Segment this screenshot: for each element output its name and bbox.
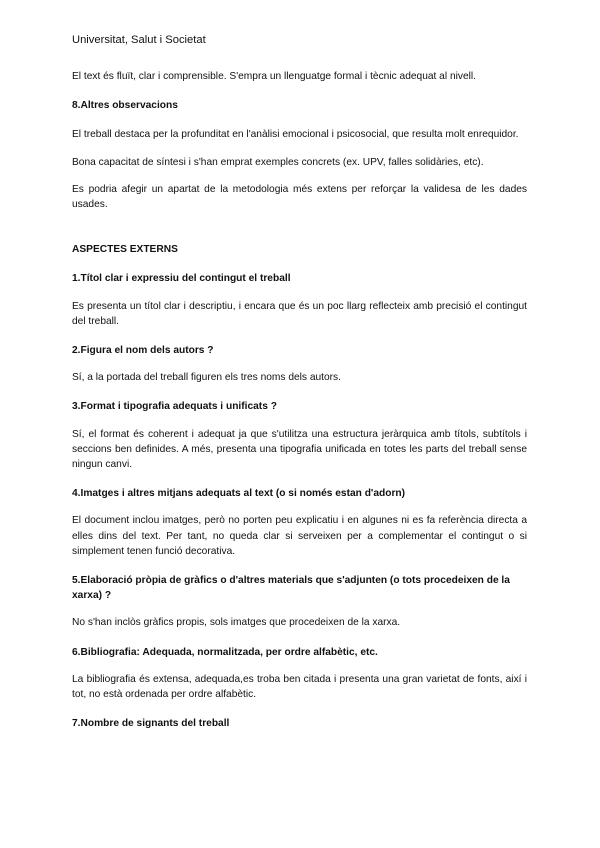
item-2-text: Sí, a la portada del treball figuren els tres noms dels autors. [72, 372, 341, 384]
item-5-heading: 5.Elaboració pròpia de gràfics o d'altres materials que s'adjunten (o tots procedeixen de la xarxa) ? [72, 575, 510, 602]
item-4-text: El document inclou imatges, però no porten peu explicatiu i en algunes ni es fa referència directa a elles dins del text. Per tant, no queda clar si serveixen per a complementar el contingut o si simplement tenen funció decorativa. [72, 515, 527, 557]
document-body [72, 69, 527, 731]
externs-title: ASPECTES EXTERNS [72, 244, 178, 256]
item-6-heading: 6.Bibliografia: Adequada, normalitzada, per ordre alfabètic, etc. [72, 646, 378, 658]
item-7-heading: 7.Nombre de signants del treball [72, 718, 230, 730]
section-8-paragraph-1: El treball destaca per la profunditat en l'anàlisi emocional i psicosocial, que resulta molt enrequidor. [72, 129, 519, 141]
section-8-heading: 8.Altres observacions [72, 100, 178, 112]
section-8-paragraph-2: Bona capacitat de síntesi i s'han emprat exemples concrets (ex. UPV, falles solidàries, etc). [72, 156, 484, 168]
page-header: Universitat, Salut i Societat [72, 34, 206, 46]
item-3-heading: 3.Format i tipografia adequats i unificats ? [72, 401, 277, 413]
section-8-paragraph-3: Es podria afegir un apartat de la metodologia més extens per reforçar la validesa de les dades usades. [72, 183, 527, 211]
intro-paragraph: El text és fluït, clar i comprensible. S'empra un llenguatge formal i tècnic adequat al nivell. [72, 71, 476, 82]
item-5-text: No s'han inclòs gràfics propis, sols imatges que procedeixen de la xarxa. [72, 617, 401, 629]
item-2-heading: 2.Figura el nom dels autors ? [72, 345, 214, 357]
item-4-heading: 4.Imatges i altres mitjans adequats al text (o si només estan d'adorn) [72, 488, 406, 500]
item-1-heading: 1.Títol clar i expressiu del contingut el treball [72, 273, 291, 285]
item-3-text: Sí, el format és coherent i adequat ja que s'utilitza una estructura jeràrquica amb títols, subtítols i seccions ben definides. A més, presenta una tipografia unificada en totes les parts del treball sense ningun canvi. [72, 428, 527, 471]
item-6-text: La bibliografia és extensa, adequada,es troba ben citada i presenta una gran varietat de fonts, així i tot, no està ordenada per ordre alfabètic. [72, 673, 527, 701]
item-1-text: Es presenta un títol clar i descriptiu, i encara que és un poc llarg reflecteix amb precisió el contingut del treball. [72, 300, 527, 327]
